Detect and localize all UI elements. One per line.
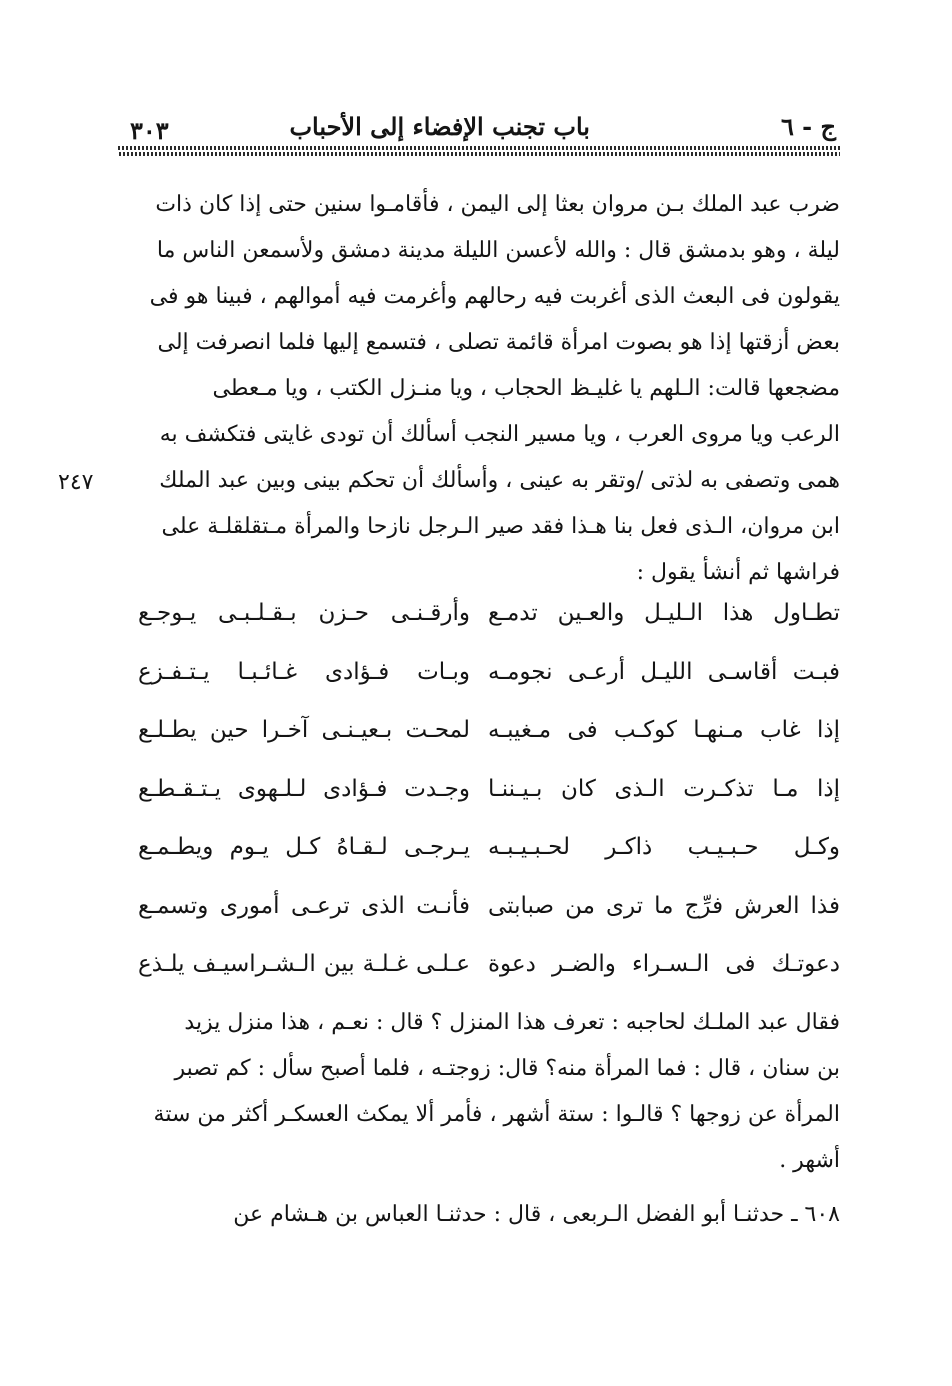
poem-verse (118, 600, 840, 659)
poem (118, 600, 840, 1010)
running-header (118, 112, 840, 148)
paragraph-narrative (118, 182, 840, 596)
verse-first-hemistich: دعوتـك فى الـسـراء والضـر دعوة (488, 951, 840, 977)
text-line: المرأة عن زوجها ؟ قالـوا : ستة أشهر ، فأمر ألا يمكث العسكـر أكثر من ستة (153, 1102, 840, 1127)
verse-second-hemistich: وأرقـنـى حـزن بـقـلـبـى يـوجـع (138, 600, 470, 626)
text-line: بعض أزقتها إذا هو بصوت امرأة قائمة تصلى ، فتسمع إليها فلما انصرفت إلى (157, 330, 840, 355)
verse-second-hemistich: فأنـت الذى ترعـى أمورى وتسمـع (138, 892, 470, 919)
verse-second-hemistich: وجـدت فـؤادى لـلـهوى يـتـقـطـع (138, 775, 470, 802)
text-line: يقولون فى البعث الذى أغربت فيه رحالهم وأغرمت فيه أموالهم ، فبينا هو فى (149, 284, 840, 309)
verse-second-hemistich: عـلـى غـلـة بين الـشـراسيـف يلـذع (138, 951, 470, 977)
text-line: بن سنان ، قال : فما المرأة منه؟ قال: زوجتـه ، فلما أصبح سأل : كم تصبر (174, 1056, 840, 1081)
poem-verse (118, 776, 840, 835)
verse-first-hemistich: تطـاول هذا الـليـل والعـين تدمـع (488, 600, 840, 626)
verse-first-hemistich: فذا العرش فرِّج ما ترى من صبابتى (488, 892, 840, 919)
text-line: الرعب ويا مروى العرب ، ويا مسير النجب أسألك أن تودى غايتى فتكشف به (159, 422, 840, 447)
text-line: ابن مروان، الـذى فعل بنا هـذا فقد صير الـرجل نازحا والمرأة مـتقلقلـة على (161, 514, 840, 539)
text-line: ضرب عبد الملك بـن مروان بعثا إلى اليمن ، فأقامـوا سنين حتى إذا كان ذات (155, 192, 840, 217)
volume-label: ج - ٦ (780, 112, 836, 141)
verse-first-hemistich: إذا مـا تذكـرت الـذى كان بـيـننـا (488, 775, 840, 802)
text-line: مضجعها قالت: الـلهم يا غليـظ الحجاب ، ويا منـزل الكتب ، ويا مـعطى (212, 376, 840, 401)
verse-first-hemistich: فبـت أقاسـى الليـل أرعـى نجومـه (488, 658, 840, 685)
text-line: ليلة ، وهو بدمشق قال : والله لأعسن الليلة مدينة دمشق ولأسمعن الناس ما (156, 238, 840, 263)
verse-first-hemistich: إذا غاب مـنهـا كوكـب فى مـغيبـه (488, 717, 840, 743)
poem-verse (118, 834, 840, 893)
poem-verse (118, 659, 840, 718)
poem-verse (118, 717, 840, 776)
paragraph-numbered-report (118, 1192, 840, 1238)
poem-verse (118, 893, 840, 952)
verse-second-hemistich: وبـات فـؤادى غـائـبـا يـتـفـزع (138, 658, 470, 685)
verse-second-hemistich: لمحـت بـعيـنـى آخـرا حين يطـلـع (138, 717, 470, 743)
text-line: ٦٠٨ ـ حدثنـا أبو الفضل الـربعى ، قال : حدثنـا العباس بن هـشام عن (233, 1202, 840, 1227)
header-ornament-rule (118, 146, 840, 158)
text-line: همى وتصفى به لذتى /وتقر به عينى ، وأسألك أن تحكم بينى وبين عبد الملك (159, 468, 840, 493)
text-line: فقال عبد الملـك لحاجبه : تعرف هذا المنزل ؟ قال : نعـم ، هذا منزل يزيد (184, 1010, 840, 1035)
chapter-title: باب تجنب الإفضاء إلى الأحباب (289, 112, 590, 141)
page-number: ٣٠٣ (130, 116, 169, 145)
verse-second-hemistich: يـرجـى لـقـاهُ كـل يـوم ويطـمـع (138, 834, 470, 860)
text-line: أشهر . (779, 1148, 840, 1173)
text-line: فراشها ثم أنشأ يقول : (636, 560, 840, 585)
verse-first-hemistich: وكـل حـبـيـب ذاكـر لحـبـيـبـه (488, 834, 840, 860)
margin-reference-number: ٢٤٧ (58, 470, 94, 495)
paragraph-conclusion (118, 1000, 840, 1184)
